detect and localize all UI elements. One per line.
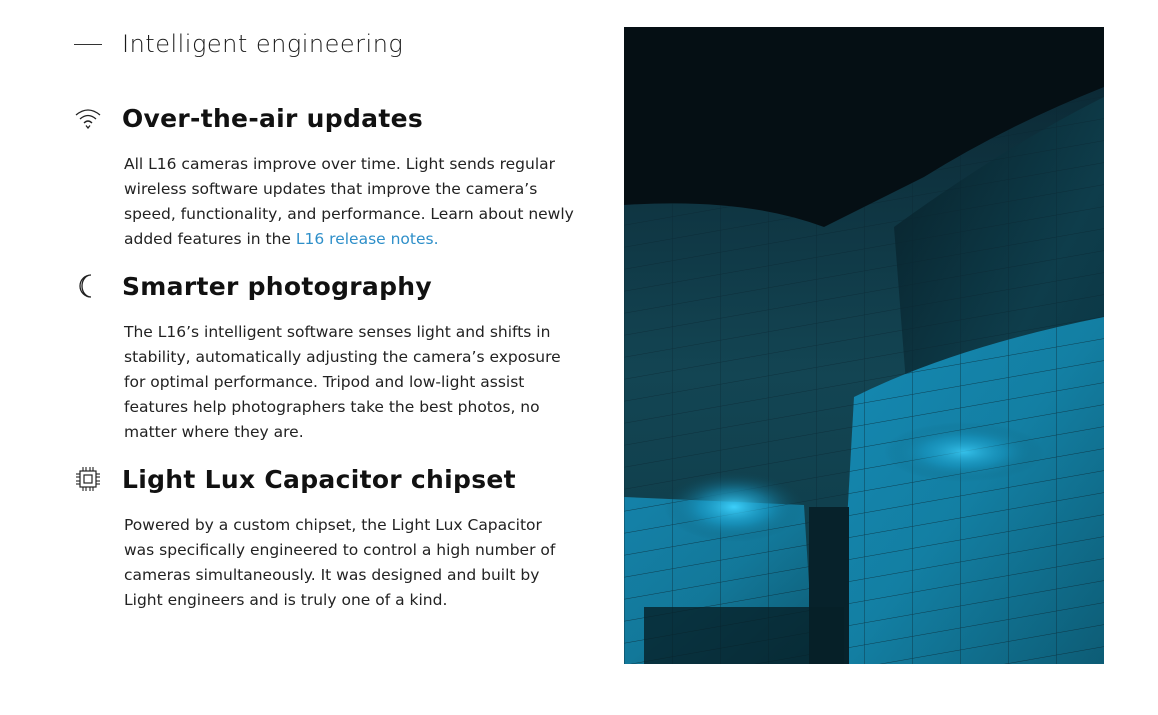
chip-icon (74, 465, 102, 493)
release-notes-link[interactable]: L16 release notes. (295, 230, 439, 248)
feature-title: Over-the-air updates (122, 103, 424, 133)
feature-title: Light Lux Capacitor chipset (122, 464, 516, 494)
feature-smarter-photography (74, 266, 574, 445)
feature-description: All L16 cameras improve over time. Light sends regular wireless software updates that improve the camera’s speed, functionality, and performance. Learn about newly added features in the L16 release notes. (124, 155, 574, 248)
hero-architecture-photo (624, 27, 1104, 664)
section-title: Intelligent engineering (122, 30, 404, 58)
feature-description: Powered by a custom chipset, the Light Lux Capacitor was specifically engineered to control a high number of cameras simultaneously. It was designed and built by Light engineers and is truly one of a kind. (124, 516, 556, 609)
feature-over-the-air-updates (74, 98, 574, 252)
wifi-icon (74, 104, 102, 132)
feature-title: Smarter photography (122, 271, 432, 301)
section-header (74, 30, 403, 58)
feature-description: The L16’s intelligent software senses light and shifts in stability, automatically adjusting the camera’s exposure for optimal performance. Tripod and low-light assist features help photographers take the best photos, no matter where they are. (124, 323, 561, 441)
header-divider (74, 44, 102, 45)
moon-icon (74, 272, 102, 300)
feature-lux-capacitor-chipset (74, 459, 574, 613)
